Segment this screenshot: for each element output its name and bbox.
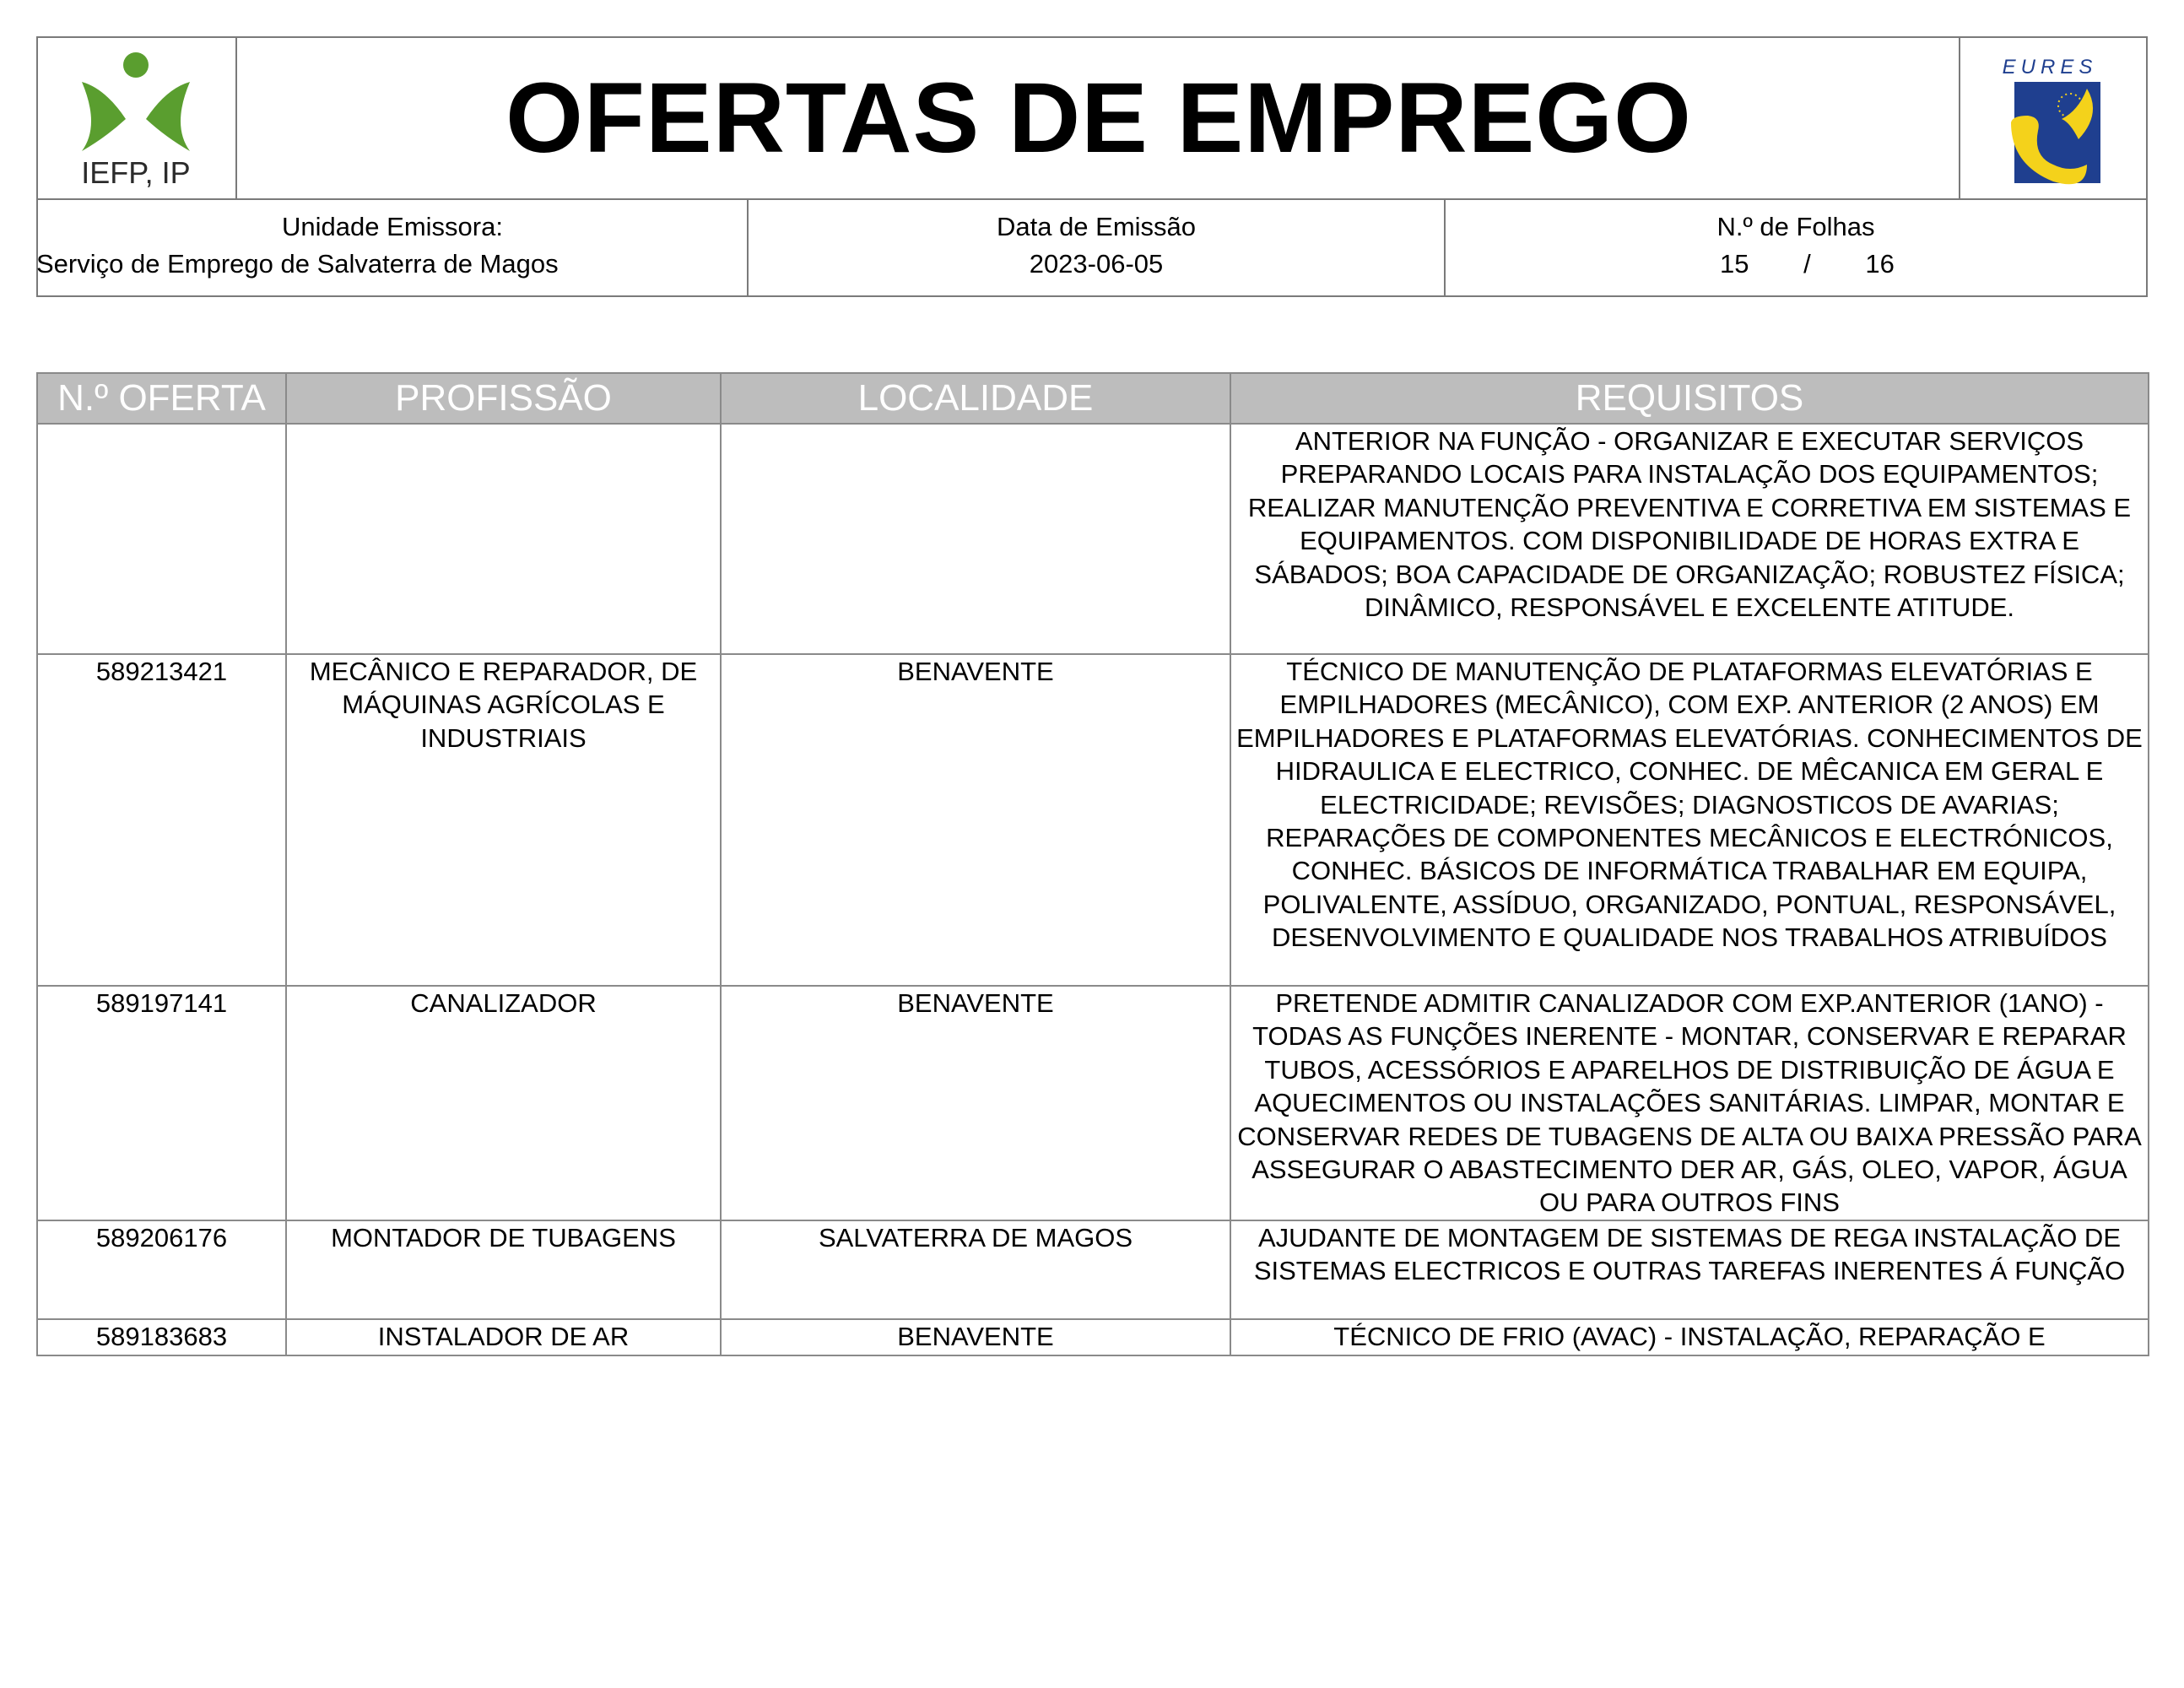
cell-oferta: 589197141: [37, 986, 286, 1220]
cell-oferta: 589183683: [37, 1319, 286, 1355]
cell-localidade: BENAVENTE: [721, 986, 1230, 1220]
table-row: [37, 986, 2149, 1220]
folhas-current: 15: [1720, 249, 1749, 279]
column-header-requisitos: REQUISITOS: [1230, 373, 2149, 424]
cell-profissao: MECÂNICO E REPARADOR, DE MÁQUINAS AGRÍCOLAS E INDUSTRIAIS: [286, 654, 721, 986]
cell-profissao: [286, 424, 721, 654]
folhas-separator: /: [1803, 249, 1811, 279]
iefp-logo: [38, 38, 237, 198]
page-title: OFERTAS DE EMPREGO: [505, 62, 1692, 174]
data-value: 2023-06-05: [1029, 249, 1164, 279]
iefp-logo-text: IEFP, IP: [81, 155, 191, 190]
offers-table: [36, 372, 2149, 1356]
folhas-total: 16: [1865, 249, 1895, 279]
column-header-localidade: LOCALIDADE: [721, 373, 1230, 424]
unidade-emissora: [38, 200, 749, 297]
cell-oferta: 589213421: [37, 654, 286, 986]
cell-profissao: INSTALADOR DE AR: [286, 1319, 721, 1355]
data-label: Data de Emissão: [996, 212, 1197, 241]
cell-localidade: BENAVENTE: [721, 1319, 1230, 1355]
unidade-value: Serviço de Emprego de Salvaterra de Magos: [36, 249, 559, 279]
title-cell: [237, 38, 1960, 198]
folhas-label: N.º de Folhas: [1716, 212, 1875, 241]
unidade-label: Unidade Emissora:: [282, 212, 503, 241]
numero-folhas: [1446, 200, 2146, 297]
folhas-value: [1720, 246, 1906, 283]
cell-requisitos: TÉCNICO DE FRIO (AVAC) - INSTALAÇÃO, REPARAÇÃO E: [1230, 1319, 2149, 1355]
table-row: [37, 1319, 2149, 1355]
cell-requisitos: PRETENDE ADMITIR CANALIZADOR COM EXP.ANTERIOR (1ANO) - TODAS AS FUNÇÕES INERENTE - MONTAR, CONSERVAR E REPARAR TUBOS, ACESSÓRIOS E APARELHOS DE DISTRIBUIÇÃO DE ÁGUA E AQUECIMENTOS OU INSTALAÇÕES SANITÁRIAS. LIMPAR, MONTAR E CONSERVAR REDES DE TUBAGENS DE ALTA OU BAIXA PRESSÃO PARA ASSEGURAR O ABASTECIMENTO DER AR, GÁS, OLEO, VAPOR, ÁGUA OU PARA OUTROS FINS: [1230, 986, 2149, 1220]
column-header-profissao: PROFISSÃO: [286, 373, 721, 424]
eures-logo: [1959, 38, 2146, 198]
table-header-row: [37, 373, 2149, 424]
cell-requisitos: AJUDANTE DE MONTAGEM DE SISTEMAS DE REGA INSTALAÇÃO DE SISTEMAS ELECTRICOS E OUTRAS TAREFAS INERENTES Á FUNÇÃO: [1230, 1220, 2149, 1319]
column-header-oferta: N.º OFERTA: [37, 373, 286, 424]
cell-localidade: BENAVENTE: [721, 654, 1230, 986]
cell-localidade: [721, 424, 1230, 654]
data-emissao: [749, 200, 1446, 297]
cell-localidade: SALVATERRA DE MAGOS: [721, 1220, 1230, 1319]
table-row: [37, 654, 2149, 986]
eures-logo-text: EURES: [2002, 56, 2098, 78]
table-row: [37, 424, 2149, 654]
iefp-logo-icon: [38, 38, 234, 195]
meta-row: [38, 198, 2146, 297]
document-header: [36, 36, 2148, 297]
table-row: [37, 1220, 2149, 1319]
cell-oferta: 589206176: [37, 1220, 286, 1319]
eures-logo-icon: [1960, 38, 2144, 195]
cell-oferta: [37, 424, 286, 654]
cell-requisitos: ANTERIOR NA FUNÇÃO - ORGANIZAR E EXECUTAR SERVIÇOS PREPARANDO LOCAIS PARA INSTALAÇÃO DOS EQUIPAMENTOS; REALIZAR MANUTENÇÃO PREVENTIVA E CORRETIVA EM SISTEMAS E EQUIPAMENTOS. COM DISPONIBILIDADE DE HORAS EXTRA E SÁBADOS; BOA CAPACIDADE DE ORGANIZAÇÃO; ROBUSTEZ FÍSICA; DINÂMICO, RESPONSÁVEL E EXCELENTE ATITUDE.: [1230, 424, 2149, 654]
cell-requisitos: TÉCNICO DE MANUTENÇÃO DE PLATAFORMAS ELEVATÓRIAS E EMPILHADORES (MECÂNICO), COM EXP. ANTERIOR (2 ANOS) EM EMPILHADORES E PLATAFORMAS ELEVATÓRIAS. CONHECIMENTOS DE HIDRAULICA E ELECTRICO, CONHEC. DE MÊCANICA EM GERAL E ELECTRICIDADE; REVISÕES; DIAGNOSTICOS DE AVARIAS; REPARAÇÕES DE COMPONENTES MECÂNICOS E ELECTRÓNICOS, CONHEC. BÁSICOS DE INFORMÁTICA TRABALHAR EM EQUIPA, POLIVALENTE, ASSÍDUO, ORGANIZADO, PONTUAL, RESPONSÁVEL, DESENVOLVIMENTO E QUALIDADE NOS TRABALHOS ATRIBUÍDOS: [1230, 654, 2149, 986]
cell-profissao: MONTADOR DE TUBAGENS: [286, 1220, 721, 1319]
cell-profissao: CANALIZADOR: [286, 986, 721, 1220]
